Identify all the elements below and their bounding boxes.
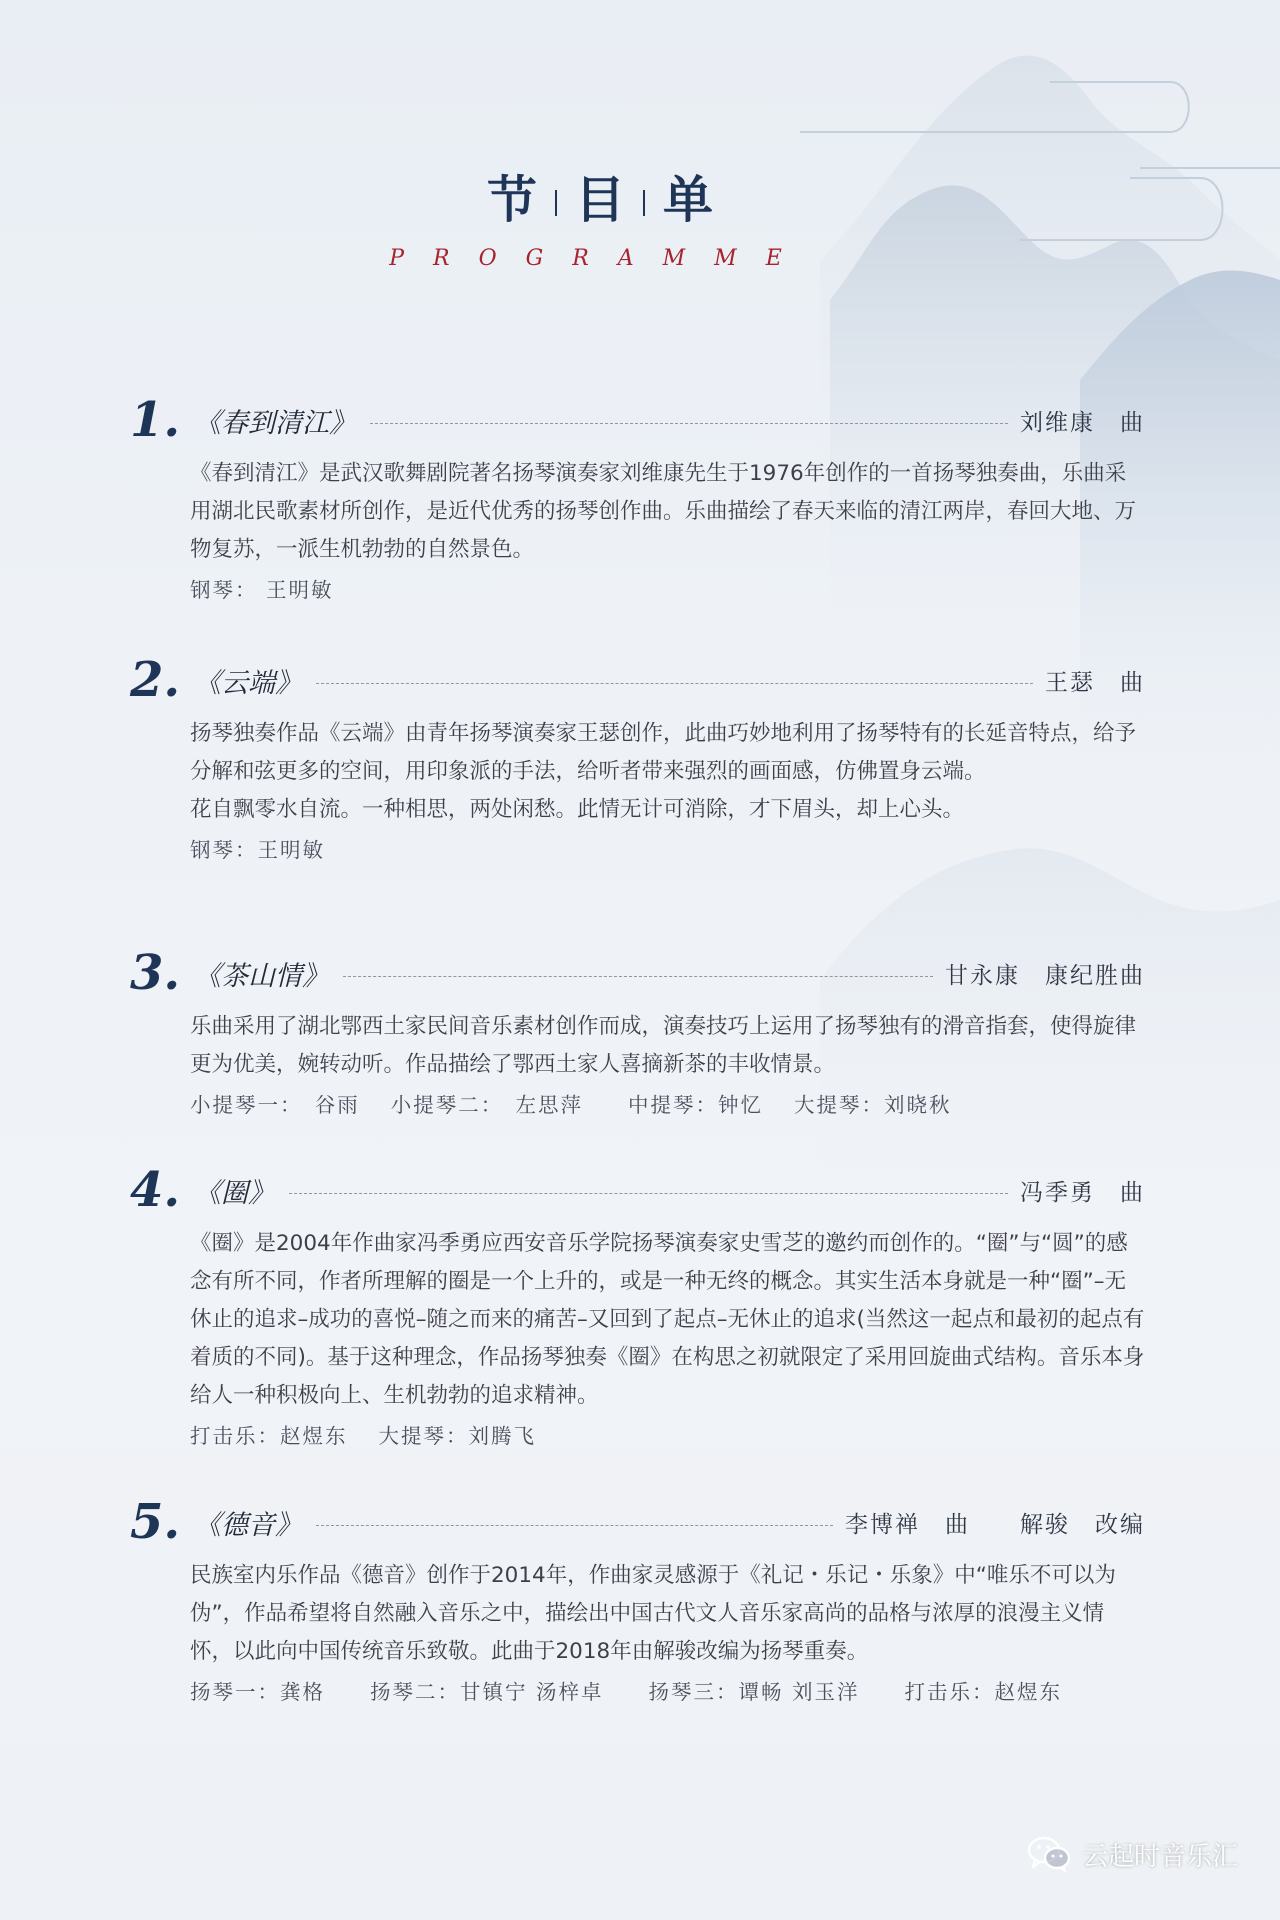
item-body — [190, 1225, 1145, 1455]
item-description: 民族室内乐作品《德音》创作于2014年，作曲家灵感源于《礼记・乐记・乐象》中“唯乐不可以为伪”，作品希望将自然融入音乐之中，描绘出中国古代文人音乐家高尚的品格与浓厚的浪漫主义情怀，以此向中国传统音乐致敬。此曲于2018年由解骏改编为扬琴重奏。 — [190, 1563, 1116, 1664]
item-performers: 小提琴一： 谷雨 小提琴二： 左思萍 中提琴：钟忆 大提琴：刘晓秋 — [190, 1093, 952, 1117]
item-number: 3. — [130, 945, 181, 1001]
item-description: 乐曲采用了湖北鄂西土家民间音乐素材创作而成，演奏技巧上运用了扬琴独有的滑音指套，使得旋律更为优美，婉转动听。作品描绘了鄂西土家人喜摘新茶的丰收情景。 — [190, 1014, 1137, 1077]
item-composer: 甘永康 康纪胜曲 — [945, 962, 1145, 989]
programme-item — [130, 1494, 1145, 1711]
programme-item — [130, 652, 1145, 869]
item-performers: 钢琴：王明敏 — [190, 838, 325, 862]
item-composer: 刘维康 曲 — [1020, 409, 1145, 436]
page-title — [469, 160, 731, 232]
item-description: 《春到清江》是武汉歌舞剧院著名扬琴演奏家刘维康先生于1976年创作的一首扬琴独奏曲，乐曲采用湖北民歌素材所创作，是近代优秀的扬琴创作曲。乐曲描绘了春天来临的清江两岸，春回大地、万物复苏，一派生机勃勃的自然景色。 — [190, 461, 1137, 562]
programme-item — [130, 1162, 1145, 1455]
item-description: 《圈》是2004年作曲家冯季勇应西安音乐学院扬琴演奏家史雪芝的邀约而创作的。“圈”与“圆”的感念有所不同，作者所理解的圈是一个上升的，或是一种无终的概念。其实生活本身就是一种“圈”–无休止的追求–成功的喜悦–随之而来的痛苦–又回到了起点–无休止的追求(当然这一起点和最初的起点有着质的不同)。基于这种理念，作品扬琴独奏《圈》在构思之初就限定了采用回旋曲式结构。音乐本身给人一种积极向上、生机勃勃的追求精神。 — [190, 1231, 1145, 1408]
dashed-leader — [316, 1525, 833, 1526]
item-performers: 钢琴： 王明敏 — [190, 578, 334, 602]
item-body — [190, 455, 1145, 609]
account-watermark — [1026, 1834, 1238, 1874]
item-heading — [130, 945, 1145, 1001]
dashed-leader — [316, 683, 1033, 684]
item-body — [190, 1008, 1145, 1124]
item-performers: 扬琴一：龚格 扬琴二：甘镇宁 汤梓卓 扬琴三：谭畅 刘玉洋 打击乐：赵煜东 — [190, 1680, 1063, 1704]
programme-header — [0, 160, 1280, 271]
item-heading — [130, 652, 1145, 708]
wechat-icon — [1026, 1834, 1072, 1874]
item-body — [190, 1557, 1145, 1711]
item-composer: 李博禅 曲 解骏 改编 — [845, 1511, 1145, 1538]
item-number: 1. — [130, 392, 181, 448]
item-description: 扬琴独奏作品《云端》由青年扬琴演奏家王瑟创作，此曲巧妙地利用了扬琴特有的长延音特点，给予分解和弦更多的空间，用印象派的手法，给听者带来强烈的画面感，仿佛置身云端。 — [190, 721, 1137, 784]
item-heading — [130, 392, 1145, 448]
item-body — [190, 715, 1145, 869]
item-composer: 冯季勇 曲 — [1020, 1179, 1145, 1206]
item-title: 《圈》 — [194, 1177, 275, 1209]
watermark-text: 云起时音乐汇 — [1081, 1841, 1238, 1872]
item-title: 《春到清江》 — [194, 407, 356, 439]
item-composer: 王瑟 曲 — [1045, 669, 1145, 696]
title-char: 节 — [487, 170, 537, 229]
item-heading — [130, 1162, 1145, 1218]
title-char: 目 — [575, 170, 625, 229]
item-title: 《德音》 — [194, 1509, 302, 1541]
item-heading — [130, 1494, 1145, 1550]
item-title: 《茶山情》 — [194, 960, 329, 992]
title-char: 单 — [663, 170, 713, 229]
item-number: 4. — [130, 1162, 181, 1218]
item-number: 2. — [130, 652, 181, 708]
dashed-leader — [343, 976, 933, 977]
programme-item — [130, 945, 1145, 1124]
programme-item — [130, 392, 1145, 609]
page-subtitle: PROGRAMME — [389, 246, 811, 271]
item-number: 5. — [130, 1494, 181, 1550]
dashed-leader — [289, 1193, 1008, 1194]
item-performers: 打击乐：赵煜东 大提琴：刘腾飞 — [190, 1424, 537, 1448]
item-description: 花自飘零水自流。一种相思，两处闲愁。此情无计可消除，才下眉头，却上心头。 — [190, 797, 965, 822]
dashed-leader — [370, 423, 1008, 424]
item-title: 《云端》 — [194, 667, 302, 699]
